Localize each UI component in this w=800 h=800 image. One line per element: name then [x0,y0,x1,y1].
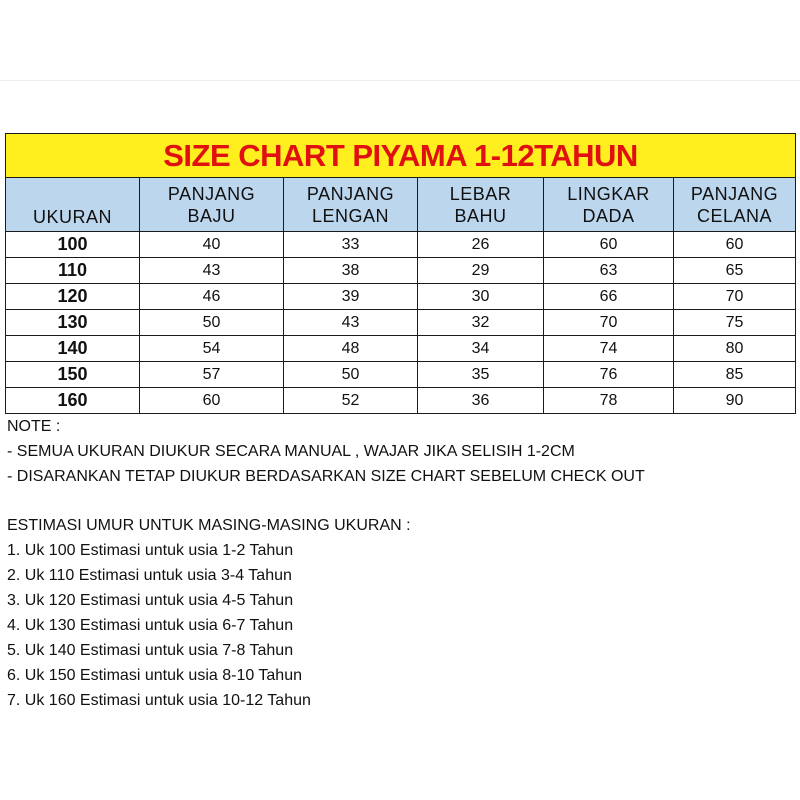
age-estimate-item: 3. Uk 120 Estimasi untuk usia 4-5 Tahun [7,592,294,609]
column-header-line2: UKURAN [32,207,112,227]
measurement-cell: 54 [140,336,284,362]
size-cell: 150 [6,362,140,388]
column-header-line2: CELANA [697,205,773,226]
measurement-cell: 46 [140,284,284,310]
notes-heading: NOTE : [7,418,61,435]
size-cell: 140 [6,336,140,362]
age-estimate-item: 4. Uk 130 Estimasi untuk usia 6-7 Tahun [7,617,294,634]
measurement-cell: 65 [674,258,796,284]
age-estimate-item: 7. Uk 160 Estimasi untuk usia 10-12 Tahun [7,692,311,709]
measurement-cell: 60 [140,388,284,414]
measurement-cell: 36 [418,388,544,414]
measurement-cell: 63 [544,258,674,284]
measurement-cell: 35 [418,362,544,388]
measurement-cell: 40 [140,232,284,258]
size-chart-title: SIZE CHART PIYAMA 1-12TAHUN [6,134,796,178]
measurement-cell: 60 [544,232,674,258]
table-row [6,362,796,388]
size-chart-table [5,133,796,414]
measurement-cell: 76 [544,362,674,388]
measurement-cell: 80 [674,336,796,362]
size-cell: 100 [6,232,140,258]
measurement-cell: 60 [674,232,796,258]
measurement-cell: 32 [418,310,544,336]
measurement-cell: 90 [674,388,796,414]
size-cell: 120 [6,284,140,310]
column-header-line1: LINGKAR [567,183,650,204]
measurement-cell: 34 [418,336,544,362]
measurement-cell: 70 [674,284,796,310]
note-line: - SEMUA UKURAN DIUKUR SECARA MANUAL , WAJAR JIKA SELISIH 1-2CM [7,443,575,460]
measurement-cell: 38 [284,258,418,284]
measurement-cell: 85 [674,362,796,388]
measurement-cell: 39 [284,284,418,310]
measurement-cell: 29 [418,258,544,284]
age-estimate-item: 1. Uk 100 Estimasi untuk usia 1-2 Tahun [7,542,294,559]
measurement-cell: 75 [674,310,796,336]
measurement-cell: 57 [140,362,284,388]
column-header-lebar-bahu [418,178,544,232]
table-row [6,388,796,414]
measurement-cell: 52 [284,388,418,414]
measurement-cell: 43 [284,310,418,336]
measurement-cell: 78 [544,388,674,414]
measurement-cell: 50 [284,362,418,388]
size-cell: 130 [6,310,140,336]
column-header-line2: DADA [582,205,635,226]
column-header-ukuran [6,178,140,232]
size-cell: 110 [6,258,140,284]
measurement-cell: 30 [418,284,544,310]
top-divider [0,80,800,81]
age-estimate-section [7,513,787,713]
column-header-panjang-lengan [284,178,418,232]
measurement-cell: 70 [544,310,674,336]
age-estimate-heading: ESTIMASI UMUR UNTUK MASING-MASING UKURAN : [7,517,411,534]
measurement-cell: 43 [140,258,284,284]
column-header-panjang-celana [674,178,796,232]
column-header-line1: LEBAR [449,183,512,204]
column-header-panjang-baju [140,178,284,232]
age-estimate-item: 6. Uk 150 Estimasi untuk usia 8-10 Tahun [7,667,302,684]
notes-section [7,414,787,489]
column-header-line1: PANJANG [167,183,256,204]
column-header-line2: BAJU [187,205,236,226]
measurement-cell: 66 [544,284,674,310]
age-estimate-item: 2. Uk 110 Estimasi untuk usia 3-4 Tahun [7,567,292,584]
table-row [6,232,796,258]
table-row [6,284,796,310]
header-row [6,178,796,232]
measurement-cell: 26 [418,232,544,258]
age-estimate-item: 5. Uk 140 Estimasi untuk usia 7-8 Tahun [7,642,294,659]
column-header-line1: PANJANG [690,183,779,204]
measurement-cell: 33 [284,232,418,258]
measurement-cell: 74 [544,336,674,362]
column-header-line2: LENGAN [311,205,390,226]
column-header-line1: PANJANG [306,183,395,204]
size-cell: 160 [6,388,140,414]
note-line: - DISARANKAN TETAP DIUKUR BERDASARKAN SIZE CHART SEBELUM CHECK OUT [7,468,645,485]
table-row [6,258,796,284]
column-header-lingkar-dada [544,178,674,232]
column-header-line2: BAHU [454,205,507,226]
table-row [6,336,796,362]
measurement-cell: 48 [284,336,418,362]
measurement-cell: 50 [140,310,284,336]
table-row [6,310,796,336]
